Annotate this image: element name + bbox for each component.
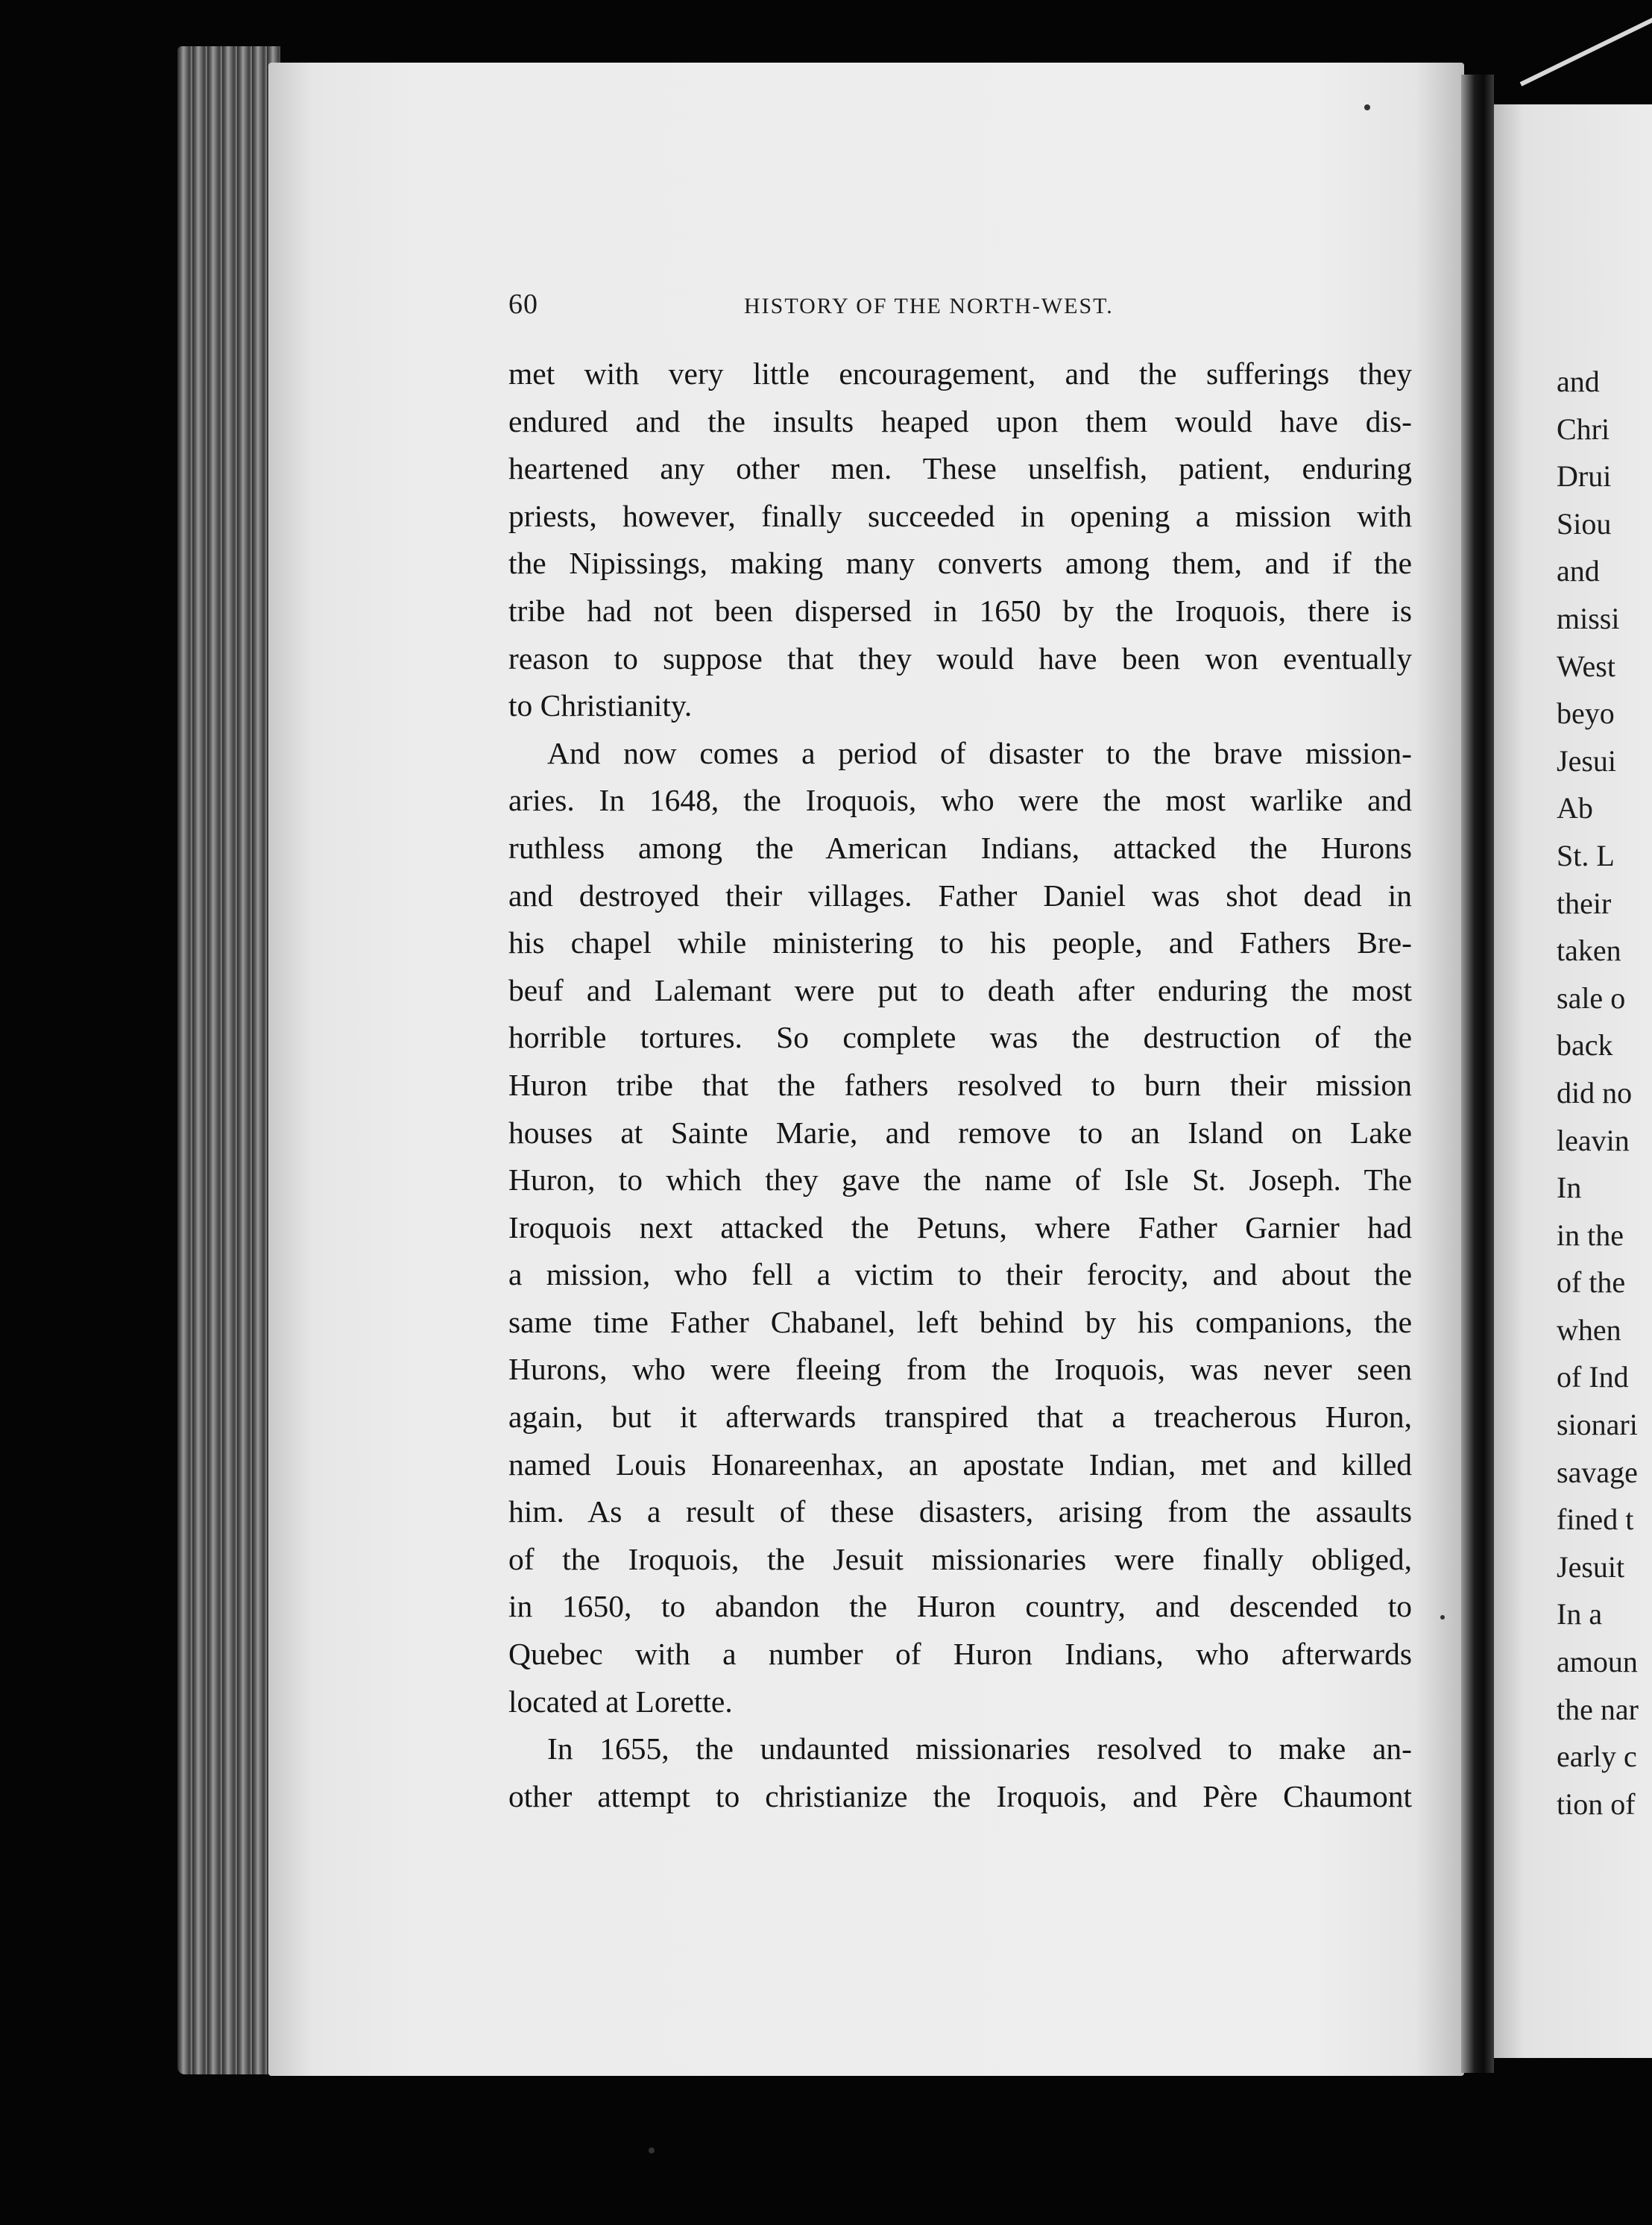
text-line: other attempt to christianize the Iroquois, and Père Chaumont bbox=[508, 1778, 1412, 1813]
right-text-line: taken bbox=[1557, 934, 1621, 968]
text-line: Huron tribe that the fathers resolved to burn their mission bbox=[508, 1067, 1412, 1102]
text-line: him. As a result of these disasters, arising from the assaults bbox=[508, 1494, 1412, 1529]
text-line: aries. In 1648, the Iroquois, who were the most warlike and bbox=[508, 783, 1412, 818]
book-gutter bbox=[1461, 75, 1494, 2073]
right-text-line: St. L bbox=[1557, 838, 1615, 872]
text-line: of the Iroquois, the Jesuit missionaries were finally obliged, bbox=[508, 1541, 1412, 1576]
text-line: met with very little encouragement, and the sufferings they bbox=[508, 356, 1412, 391]
right-text-line: Chri bbox=[1557, 412, 1610, 446]
right-text-line: savage bbox=[1557, 1455, 1638, 1489]
right-text-line: and bbox=[1557, 554, 1600, 588]
text-line: horrible tortures. So complete was the destruction of the bbox=[508, 1020, 1412, 1055]
scan-speck bbox=[1364, 104, 1370, 110]
right-text-line: Jesuit bbox=[1557, 1549, 1625, 1584]
right-text-line: Siou bbox=[1557, 506, 1612, 541]
text-line: And now comes a period of disaster to the brave mission- bbox=[547, 735, 1412, 770]
text-line: houses at Sainte Marie, and remove to an Island on Lake bbox=[508, 1115, 1412, 1150]
text-line: Hurons, who were fleeing from the Iroquois, was never seen bbox=[508, 1352, 1412, 1387]
text-line: tribe had not been dispersed in 1650 by the Iroquois, there is bbox=[508, 593, 1412, 628]
text-line: Quebec with a number of Huron Indians, who afterwards bbox=[508, 1637, 1412, 1672]
right-text-line: back bbox=[1557, 1028, 1613, 1063]
text-line: and destroyed their villages. Father Daniel was shot dead in bbox=[508, 878, 1412, 913]
right-text-line: In a bbox=[1557, 1597, 1603, 1631]
right-text-line: sale o bbox=[1557, 981, 1626, 1015]
right-text-line: of the bbox=[1557, 1265, 1626, 1300]
text-line: in 1650, to abandon the Huron country, and descended to bbox=[508, 1589, 1412, 1624]
right-text-line: Ab bbox=[1557, 791, 1593, 825]
right-text-line: missi bbox=[1557, 601, 1620, 635]
right-text-line: when bbox=[1557, 1312, 1621, 1347]
text-line: heartened any other men. These unselfish, patient, enduring bbox=[508, 451, 1412, 486]
right-text-line: in the bbox=[1557, 1218, 1624, 1252]
text-line: the Nipissings, making many converts among them, and if the bbox=[508, 546, 1412, 581]
right-page-text bbox=[1557, 358, 1652, 1828]
text-line: his chapel while ministering to his people, and Fathers Bre- bbox=[508, 925, 1412, 960]
text-line: Huron, to which they gave the name of Isle St. Joseph. The bbox=[508, 1162, 1412, 1198]
text-line: again, but it afterwards transpired that a treacherous Huron, bbox=[508, 1400, 1412, 1435]
right-text-line: leavin bbox=[1557, 1123, 1630, 1157]
text-line: endured and the insults heaped upon them would have dis- bbox=[508, 403, 1412, 438]
right-text-line: Drui bbox=[1557, 459, 1612, 494]
text-line: located at Lorette. bbox=[508, 1684, 733, 1719]
right-text-line: West bbox=[1557, 649, 1615, 683]
scan-speck bbox=[1440, 1615, 1445, 1620]
text-line: to Christianity. bbox=[508, 688, 693, 723]
right-text-line: did no bbox=[1557, 1075, 1633, 1110]
right-text-line: fined t bbox=[1557, 1502, 1634, 1537]
right-text-line: early c bbox=[1557, 1740, 1637, 1774]
text-line: beuf and Lalemant were put to death after enduring the most bbox=[508, 972, 1412, 1007]
right-text-line: their bbox=[1557, 886, 1612, 920]
right-text-line: amoun bbox=[1557, 1645, 1638, 1679]
body-text bbox=[508, 350, 1412, 1820]
right-text-line: beyo bbox=[1557, 696, 1615, 731]
right-text-line: tion of bbox=[1557, 1787, 1636, 1821]
text-line: ruthless among the American Indians, attacked the Hurons bbox=[508, 830, 1412, 865]
text-line: priests, however, finally succeeded in opening a mission with bbox=[508, 498, 1412, 533]
text-line: a mission, who fell a victim to their ferocity, and about the bbox=[508, 1257, 1412, 1292]
page-number: 60 bbox=[508, 289, 538, 320]
right-text-line: the nar bbox=[1557, 1692, 1639, 1726]
right-text-line: Jesui bbox=[1557, 743, 1616, 778]
right-text-line: In bbox=[1557, 1171, 1582, 1205]
scan-speck bbox=[649, 2147, 655, 2153]
text-line: Iroquois next attacked the Petuns, where Father Garnier had bbox=[508, 1209, 1412, 1244]
text-line: named Louis Honareenhax, an apostate Indian, met and killed bbox=[508, 1447, 1412, 1482]
right-text-line: sionari bbox=[1557, 1408, 1638, 1442]
text-line: In 1655, the undaunted missionaries resolved to make an- bbox=[547, 1731, 1412, 1766]
running-head: HISTORY OF THE NORTH-WEST. bbox=[744, 294, 1114, 318]
right-text-line: of Ind bbox=[1557, 1360, 1629, 1394]
text-line: same time Father Chabanel, left behind by his companions, the bbox=[508, 1304, 1412, 1339]
book-page-edges bbox=[177, 46, 280, 2074]
right-text-line: and bbox=[1557, 365, 1600, 398]
text-line: reason to suppose that they would have been won eventually bbox=[508, 641, 1412, 676]
